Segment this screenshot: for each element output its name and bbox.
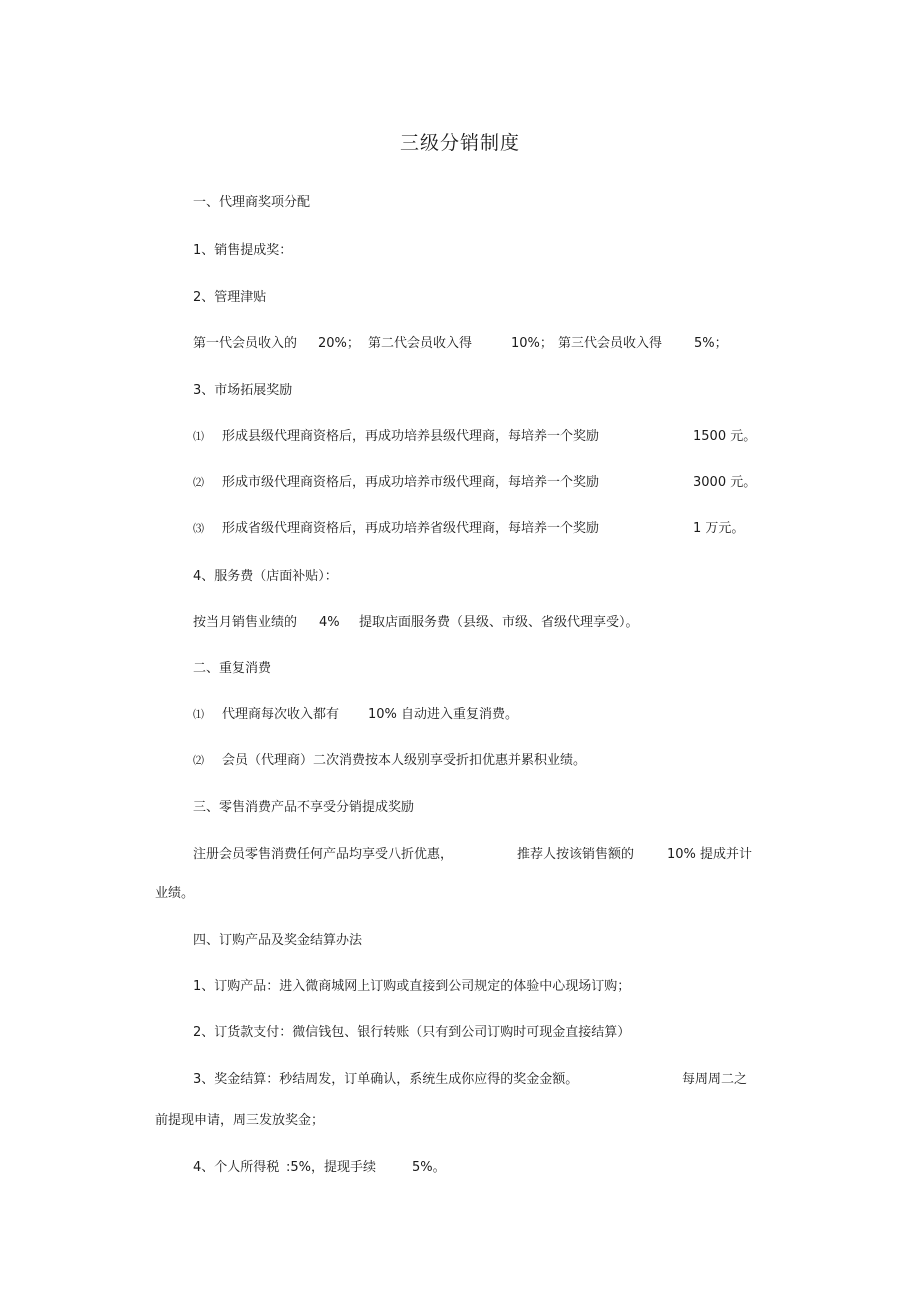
repeat-1-note: 自动进入重复消费。 xyxy=(401,707,519,722)
retail-referrer-text: 推荐人按该销售额的 xyxy=(517,847,635,862)
allowance-gen1-value: 20%； xyxy=(318,336,360,351)
section-3-heading: 三、零售消费产品不享受分销提成奖励 xyxy=(193,800,415,815)
retail-referrer-note: 提成并计 xyxy=(700,847,753,862)
item-4-4-label: 4、个人所得税 xyxy=(193,1160,280,1175)
repeat-1-number: ⑴ xyxy=(193,708,204,721)
reward-3-amount: 1 万元。 xyxy=(693,521,745,536)
document-title: 三级分销制度 xyxy=(399,132,520,154)
repeat-1-label: 代理商每次收入都有 xyxy=(222,707,340,722)
allowance-gen3-value: 5%； xyxy=(694,336,728,351)
reward-1-number: ⑴ xyxy=(193,430,204,443)
item-1-2: 2、管理津贴 xyxy=(193,290,267,305)
reward-3-text: 形成省级代理商资格后，再成功培养省级代理商，每培养一个奖励 xyxy=(222,521,600,536)
allowance-gen1-label: 第一代会员收入的 xyxy=(193,336,298,351)
section-2-heading: 二、重复消费 xyxy=(193,661,272,676)
item-4-2: 2、订货款支付：微信钱包、银行转账（只有到公司订购时可现金直接结算） xyxy=(193,1025,631,1040)
reward-2-number: ⑵ xyxy=(193,476,204,489)
item-4-4-value: :5%，提现手续 xyxy=(286,1160,377,1175)
reward-2-text: 形成市级代理商资格后，再成功培养市级代理商，每培养一个奖励 xyxy=(222,475,600,490)
reward-3-number: ⑶ xyxy=(193,522,204,535)
service-fee-value: 4% xyxy=(319,615,340,630)
reward-1-text: 形成县级代理商资格后，再成功培养县级代理商，每培养一个奖励 xyxy=(222,429,600,444)
allowance-gen2-label: 第二代会员收入得 xyxy=(368,336,473,351)
retail-discount-text: 注册会员零售消费任何产品均享受八折优惠， xyxy=(193,847,454,862)
repeat-2-number: ⑵ xyxy=(193,754,204,767)
item-4-3-text: 3、奖金结算：秒结周发，订单确认，系统生成你应得的奖金金额。 xyxy=(193,1072,579,1087)
item-4-4-fee: 5%。 xyxy=(412,1160,446,1175)
retail-referrer-value: 10% xyxy=(667,847,696,862)
item-1-3: 3、市场拓展奖励 xyxy=(193,383,293,398)
service-fee-note: 提取店面服务费（县级、市级、省级代理享受）。 xyxy=(359,615,639,630)
allowance-gen3-label: 第三代会员收入得 xyxy=(558,336,663,351)
reward-1-amount: 1500 元。 xyxy=(693,429,757,444)
allowance-gen2-value: 10%； xyxy=(511,336,553,351)
item-4-3-weekly: 每周周二之 xyxy=(682,1072,748,1087)
section-4-heading: 四、订购产品及奖金结算办法 xyxy=(193,933,363,948)
service-fee-label: 按当月销售业绩的 xyxy=(193,615,298,630)
section-1-heading: 一、代理商奖项分配 xyxy=(193,195,311,210)
reward-2-amount: 3000 元。 xyxy=(693,475,757,490)
item-4-3-continued: 前提现申请，周三发放奖金； xyxy=(155,1113,325,1128)
item-1-4: 4、服务费（店面补贴）： xyxy=(193,569,338,584)
item-1-1: 1、销售提成奖： xyxy=(193,243,293,258)
repeat-2-text: 会员（代理商）二次消费按本人级别享受折扣优惠并累积业绩。 xyxy=(222,753,587,768)
repeat-1-value: 10% xyxy=(368,707,397,722)
retail-continued: 业绩。 xyxy=(155,886,195,901)
item-4-1: 1、订购产品：进入微商城网上订购或直接到公司规定的体验中心现场订购； xyxy=(193,979,631,994)
